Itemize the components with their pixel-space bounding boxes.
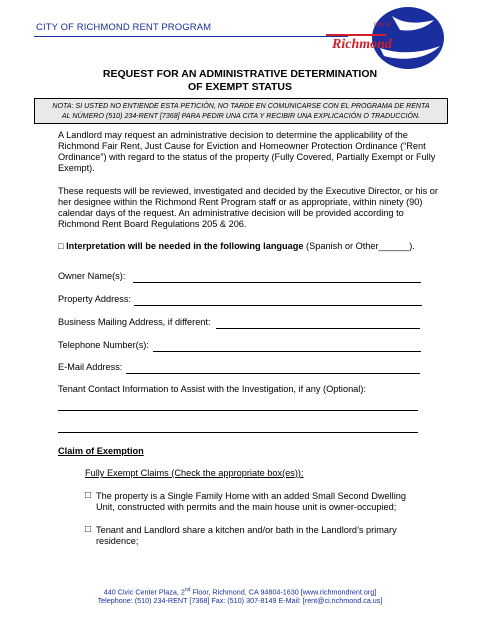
- logo-wordmark: Richmond: [332, 37, 392, 52]
- program-name: CITY OF RICHMOND RENT PROGRAM: [36, 22, 212, 33]
- email-label: E-Mail Address:: [58, 362, 123, 372]
- property-address-label: Property Address:: [58, 294, 132, 304]
- intro-paragraph-1: A Landlord may request an administrative decision to determine the applicability of the Richmond Fair Rent, Just Cause for Eviction and Homeowner Protection Ordinance (“Rent Ordinance”) with regard to the status of the property (Fully Covered, Partially Exempt or Fully Exempt).: [58, 130, 436, 173]
- claim-option-1-checkbox[interactable]: □: [85, 490, 92, 501]
- claim-heading: Claim of Exemption: [58, 446, 144, 456]
- city-logo: [322, 4, 452, 74]
- notice-line2: AL NÚMERO (510) 234-RENT [7368] PARA PEDIR UNA CITA Y RECIBIR UNA EXPLICACIÓN O TRADUCCIÓN.: [61, 111, 421, 120]
- interpretation-checkbox[interactable]: □: [58, 241, 64, 251]
- claim-subheading: Fully Exempt Claims (Check the appropriate box(es)):: [85, 468, 304, 478]
- claim-option-1-line1: The property is a Single Family Home with an added Small Second Dwelling: [96, 491, 406, 501]
- logo-small-text: City of: [374, 22, 391, 28]
- owner-name-field[interactable]: [133, 282, 421, 283]
- telephone-field[interactable]: [153, 351, 421, 352]
- interpretation-row: [58, 241, 415, 252]
- form-title-line2: OF EXEMPT STATUS: [187, 81, 293, 93]
- footer-contact: Telephone: (510) 234-RENT [7368] Fax: (510) 307-8149 E-Mail: [rent@ci.richmond.ca.us]: [97, 596, 383, 605]
- tenant-info-label: Tenant Contact Information to Assist with the Investigation, if any (Optional):: [58, 384, 366, 394]
- footer-address: 440 Civic Center Plaza, 2nd Floor, Richmond, CA 94804-1630 [www.richmondrent.org]: [103, 587, 377, 597]
- form-title-line1: REQUEST FOR AN ADMINISTRATIVE DETERMINATION: [102, 68, 378, 80]
- claim-option-1-line2: Unit, constructed with permits and the main house unit is owner-occupied;: [96, 502, 397, 512]
- tenant-info-field-1[interactable]: [58, 410, 418, 411]
- header-rule: [34, 36, 348, 37]
- claim-option-2-line1: Tenant and Landlord share a kitchen and/or bath in the Landlord’s primary: [96, 525, 397, 535]
- spanish-notice-box: [34, 98, 448, 124]
- interpretation-label: Interpretation will be needed in the following language: [66, 241, 304, 251]
- notice-line1: NOTA: SI USTED NO ENTIENDE ESTA PETICIÓN, NO TARDE EN COMUNICARSE CON EL PROGRAMA DE RENTA: [52, 102, 430, 110]
- tenant-info-field-2[interactable]: [58, 432, 418, 433]
- interpretation-options: (Spanish or Other______).: [303, 241, 415, 251]
- claim-option-2-line2: residence;: [96, 536, 139, 546]
- intro-paragraph-2: These requests will be reviewed, investigated and decided by the Executive Director, or his or her designee within the Richmond Rent Program staff or as appropriate, within ninety (90) calendar days of the request. An administrative decision will be provided according to Richmond Rent Board Regulations 205 & 206.: [58, 186, 438, 229]
- email-field[interactable]: [126, 373, 420, 374]
- property-address-field[interactable]: [134, 305, 422, 306]
- telephone-label: Telephone Number(s):: [58, 340, 149, 350]
- claim-option-2-checkbox[interactable]: □: [85, 524, 92, 535]
- mailing-address-label: Business Mailing Address, if different:: [58, 317, 211, 327]
- mailing-address-field[interactable]: [216, 328, 420, 329]
- owner-name-label: Owner Name(s):: [58, 271, 126, 281]
